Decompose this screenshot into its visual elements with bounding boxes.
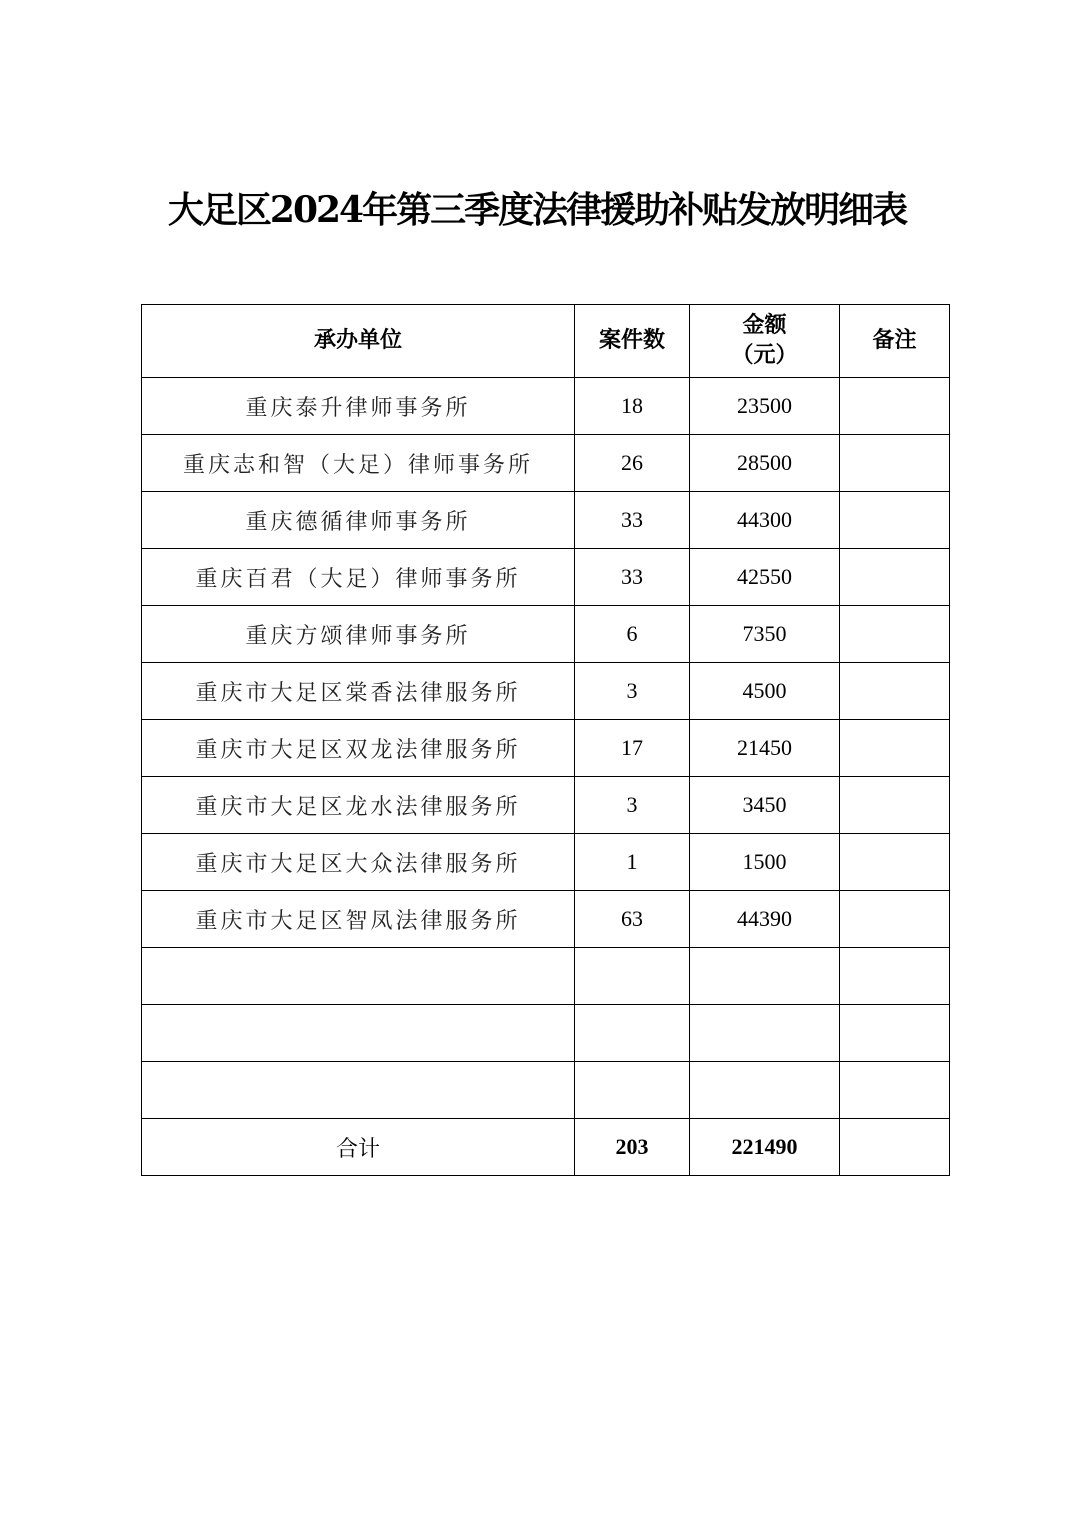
total-amount: 221490 [690,1119,840,1176]
cell-unit: 重庆市大足区大众法律服务所 [142,834,575,891]
cell-note [840,549,950,606]
cell-amount [690,948,840,1005]
cell-amount: 28500 [690,435,840,492]
cell-unit: 重庆市大足区双龙法律服务所 [142,720,575,777]
total-note [840,1119,950,1176]
table-row-empty [142,948,950,1005]
cell-note [840,1062,950,1119]
cell-amount [690,1005,840,1062]
cell-count: 18 [575,378,690,435]
table-row [142,834,950,891]
cell-unit: 重庆市大足区棠香法律服务所 [142,663,575,720]
cell-note [840,777,950,834]
cell-unit: 重庆泰升律师事务所 [142,378,575,435]
table-row-empty [142,1005,950,1062]
cell-count [575,1005,690,1062]
table-row [142,435,950,492]
cell-amount: 44390 [690,891,840,948]
cell-count: 1 [575,834,690,891]
cell-amount [690,1062,840,1119]
total-row [142,1119,950,1176]
subsidy-table [141,304,950,1176]
cell-amount: 44300 [690,492,840,549]
cell-note [840,435,950,492]
table-row [142,378,950,435]
cell-note [840,1005,950,1062]
table-row [142,891,950,948]
header-count: 案件数 [575,305,690,378]
header-amount-unit: （元） [731,343,798,368]
cell-count: 26 [575,435,690,492]
cell-note [840,492,950,549]
cell-amount: 1500 [690,834,840,891]
total-label: 合计 [142,1119,575,1176]
cell-count [575,1062,690,1119]
cell-amount: 23500 [690,378,840,435]
cell-count: 3 [575,663,690,720]
cell-unit [142,1062,575,1119]
cell-count: 33 [575,492,690,549]
cell-amount: 21450 [690,720,840,777]
table-row [142,720,950,777]
table-header-row [142,305,950,378]
header-unit: 承办单位 [142,305,575,378]
cell-count: 17 [575,720,690,777]
cell-amount: 3450 [690,777,840,834]
header-amount [690,305,840,378]
cell-unit [142,1005,575,1062]
cell-amount: 4500 [690,663,840,720]
cell-unit: 重庆方颂律师事务所 [142,606,575,663]
cell-note [840,663,950,720]
header-note: 备注 [840,305,950,378]
cell-note [840,720,950,777]
cell-unit: 重庆市大足区龙水法律服务所 [142,777,575,834]
cell-amount: 42550 [690,549,840,606]
cell-unit: 重庆志和智（大足）律师事务所 [142,435,575,492]
cell-note [840,606,950,663]
cell-count: 33 [575,549,690,606]
cell-unit [142,948,575,1005]
cell-unit: 重庆市大足区智凤法律服务所 [142,891,575,948]
cell-note [840,378,950,435]
cell-note [840,834,950,891]
cell-amount: 7350 [690,606,840,663]
cell-note [840,948,950,1005]
cell-unit: 重庆百君（大足）律师事务所 [142,549,575,606]
table-row [142,606,950,663]
table-row [142,777,950,834]
cell-unit: 重庆德循律师事务所 [142,492,575,549]
table-row-empty [142,1062,950,1119]
document-title: 大足区2024年第三季度法律援助补贴发放明细表 [167,189,907,231]
header-amount-label: 金额 [742,313,787,338]
cell-count: 6 [575,606,690,663]
cell-count: 3 [575,777,690,834]
table-row [142,663,950,720]
cell-count: 63 [575,891,690,948]
table-row [142,549,950,606]
cell-count [575,948,690,1005]
cell-note [840,891,950,948]
total-count: 203 [575,1119,690,1176]
table-row [142,492,950,549]
